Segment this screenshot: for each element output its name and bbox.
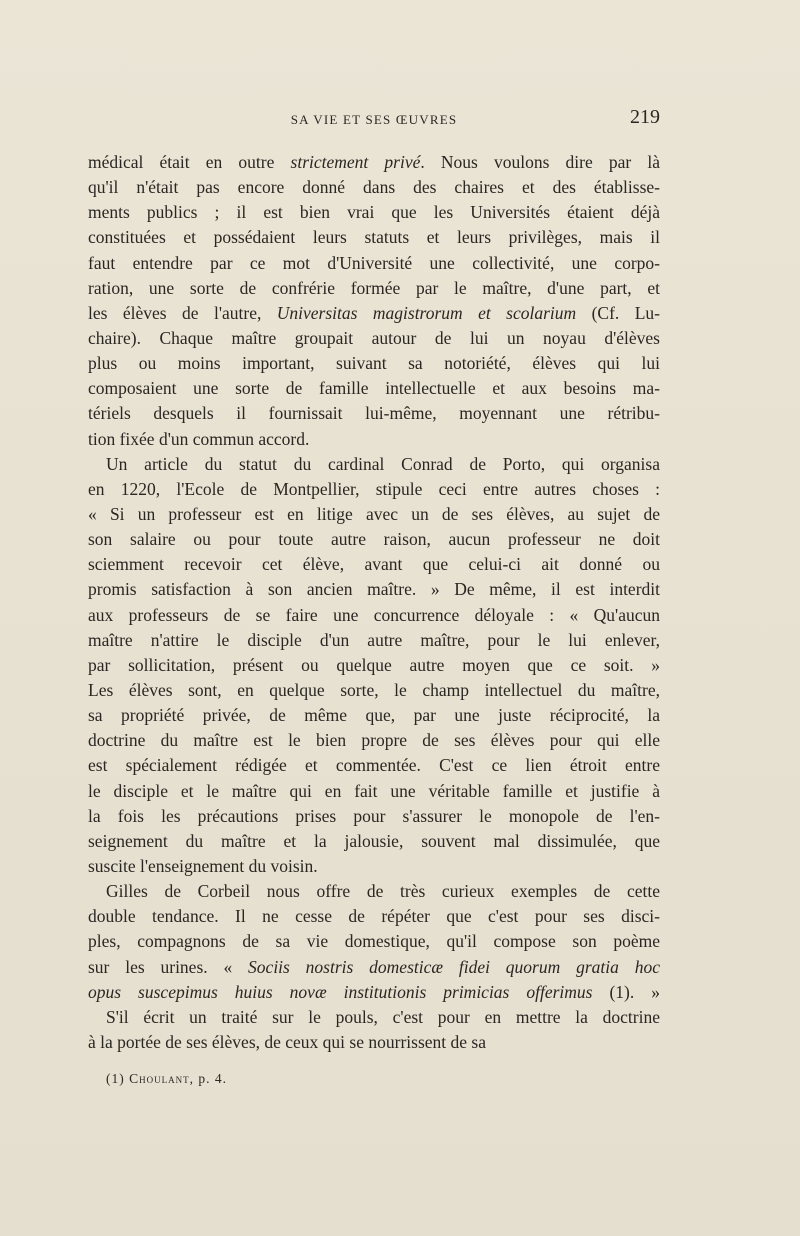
text-line xyxy=(88,854,660,879)
footnote-ref: , p. 4. xyxy=(189,1071,227,1086)
text-segment: ples, compagnons de sa vie domestique, qu'il compose son poème xyxy=(88,931,660,952)
text-line xyxy=(88,753,660,778)
text-line xyxy=(88,879,660,904)
text-line xyxy=(88,577,660,602)
text-segment: qu'il n'était pas encore donné dans des chaires et des établisse- xyxy=(88,177,660,198)
text-line xyxy=(88,653,660,678)
text-line xyxy=(88,552,660,577)
text-line xyxy=(88,703,660,728)
text-line xyxy=(88,1030,660,1055)
text-segment: (Cf. Lu- xyxy=(576,302,660,323)
text-segment: . Nous voulons dire par là xyxy=(420,152,660,172)
text-line xyxy=(88,225,660,250)
text-line xyxy=(88,980,660,1005)
text-segment: suscite l'enseignement du voisin. xyxy=(88,855,318,876)
text-line xyxy=(88,427,660,452)
text-segment: composaient une sorte de famille intellectuelle et aux besoins ma- xyxy=(88,378,660,399)
text-segment: constituées et possédaient leurs statuts et leurs privilèges, mais il xyxy=(88,227,660,248)
text-segment: plus ou moins important, suivant sa notoriété, élèves qui lui xyxy=(88,353,660,374)
text-segment: « Si un professeur est en litige avec un de ses élèves, au sujet de xyxy=(88,503,660,524)
body-text xyxy=(88,150,660,1055)
text-segment: est spécialement rédigée et commentée. C'est ce lien étroit entre xyxy=(88,755,660,776)
text-segment: chaire). Chaque maître groupait autour de lui un noyau d'élèves xyxy=(88,327,660,348)
text-line xyxy=(88,376,660,401)
running-title: SA VIE ET SES ŒUVRES xyxy=(290,112,458,127)
footnote-author: Choulant xyxy=(129,1071,190,1086)
text-segment: par sollicitation, présent ou quelque autre moyen que ce soit. » xyxy=(88,654,660,675)
text-line xyxy=(88,276,660,301)
text-segment: maître n'attire le disciple d'un autre maître, pour le lui enlever, xyxy=(88,629,660,650)
text-segment: tériels desquels il fournissait lui-même, moyennant une rétribu- xyxy=(88,403,660,424)
italic-text: Universitas magistrorum et scolarium xyxy=(276,302,577,323)
italic-text: strictement privé xyxy=(290,152,421,172)
text-segment: ments publics ; il est bien vrai que les Universités étaient déjà xyxy=(88,202,660,223)
text-segment: double tendance. Il ne cesse de répéter que c'est pour ses disci- xyxy=(88,906,660,927)
text-segment: sa propriété privée, de même que, par une juste réciprocité, la xyxy=(88,705,660,726)
footnote xyxy=(106,1071,227,1087)
text-segment: les élèves de l'autre, xyxy=(88,302,277,323)
page-number: 219 xyxy=(630,106,660,128)
text-line xyxy=(88,452,660,477)
text-segment: la fois les précautions prises pour s'assurer le monopole de l'en- xyxy=(88,805,660,826)
text-line xyxy=(88,401,660,426)
text-segment: Les élèves sont, en quelque sorte, le champ intellectuel du maître, xyxy=(88,679,660,700)
text-line xyxy=(88,351,660,376)
text-segment: aux professeurs de se faire une concurrence déloyale : « Qu'aucun xyxy=(88,604,660,625)
text-line xyxy=(88,955,660,980)
text-line xyxy=(88,301,660,326)
text-segment: (1). » xyxy=(592,981,660,1002)
running-head xyxy=(88,106,660,134)
text-line xyxy=(88,628,660,653)
text-line xyxy=(88,929,660,954)
text-line xyxy=(88,603,660,628)
text-segment: sur les urines. « xyxy=(88,956,249,977)
text-segment: Un article du statut du cardinal Conrad de Porto, qui organisa xyxy=(106,453,660,474)
text-segment: seignement du maître et la jalousie, souvent mal dissimulée, que xyxy=(88,830,660,851)
text-line xyxy=(88,728,660,753)
text-line xyxy=(88,175,660,200)
text-segment: S'il écrit un traité sur le pouls, c'est pour en mettre la doctrine xyxy=(106,1006,660,1027)
text-segment: en 1220, l'Ecole de Montpellier, stipule ceci entre autres choses : xyxy=(88,478,660,499)
text-line xyxy=(88,527,660,552)
text-line xyxy=(88,251,660,276)
text-segment: à la portée de ses élèves, de ceux qui se nourrissent de sa xyxy=(88,1031,486,1052)
text-segment: son salaire ou pour toute autre raison, aucun professeur ne doit xyxy=(88,529,660,550)
text-segment: tion fixée d'un commun accord. xyxy=(88,428,310,449)
text-line xyxy=(88,502,660,527)
text-segment: ration, une sorte de confrérie formée par le maître, d'une part, et xyxy=(88,277,660,298)
text-line xyxy=(88,150,660,175)
text-segment: faut entendre par ce mot d'Université une collectivité, une corpo- xyxy=(88,252,660,273)
text-line xyxy=(88,904,660,929)
text-segment: doctrine du maître est le bien propre de ses élèves pour qui elle xyxy=(88,730,660,751)
text-segment: Gilles de Corbeil nous offre de très curieux exemples de cette xyxy=(106,881,660,902)
text-segment: médical était en outre xyxy=(88,152,291,172)
text-line xyxy=(88,779,660,804)
text-line xyxy=(88,326,660,351)
text-line xyxy=(88,1005,660,1030)
text-line xyxy=(88,477,660,502)
italic-text: opus suscepimus huius novæ institutionis primicias offerimus xyxy=(88,981,593,1002)
footnote-marker: (1) xyxy=(106,1071,125,1086)
text-segment: le disciple et le maître qui en fait une véritable famille et justifie à xyxy=(88,780,660,801)
text-line xyxy=(88,678,660,703)
text-line xyxy=(88,804,660,829)
text-segment: promis satisfaction à son ancien maître. » De même, il est interdit xyxy=(88,579,660,600)
text-line xyxy=(88,200,660,225)
text-line xyxy=(88,829,660,854)
text-segment: sciemment recevoir cet élève, avant que celui-ci ait donné ou xyxy=(88,554,660,575)
italic-text: Sociis nostris domesticæ fidei quorum gratia hoc xyxy=(248,956,660,977)
